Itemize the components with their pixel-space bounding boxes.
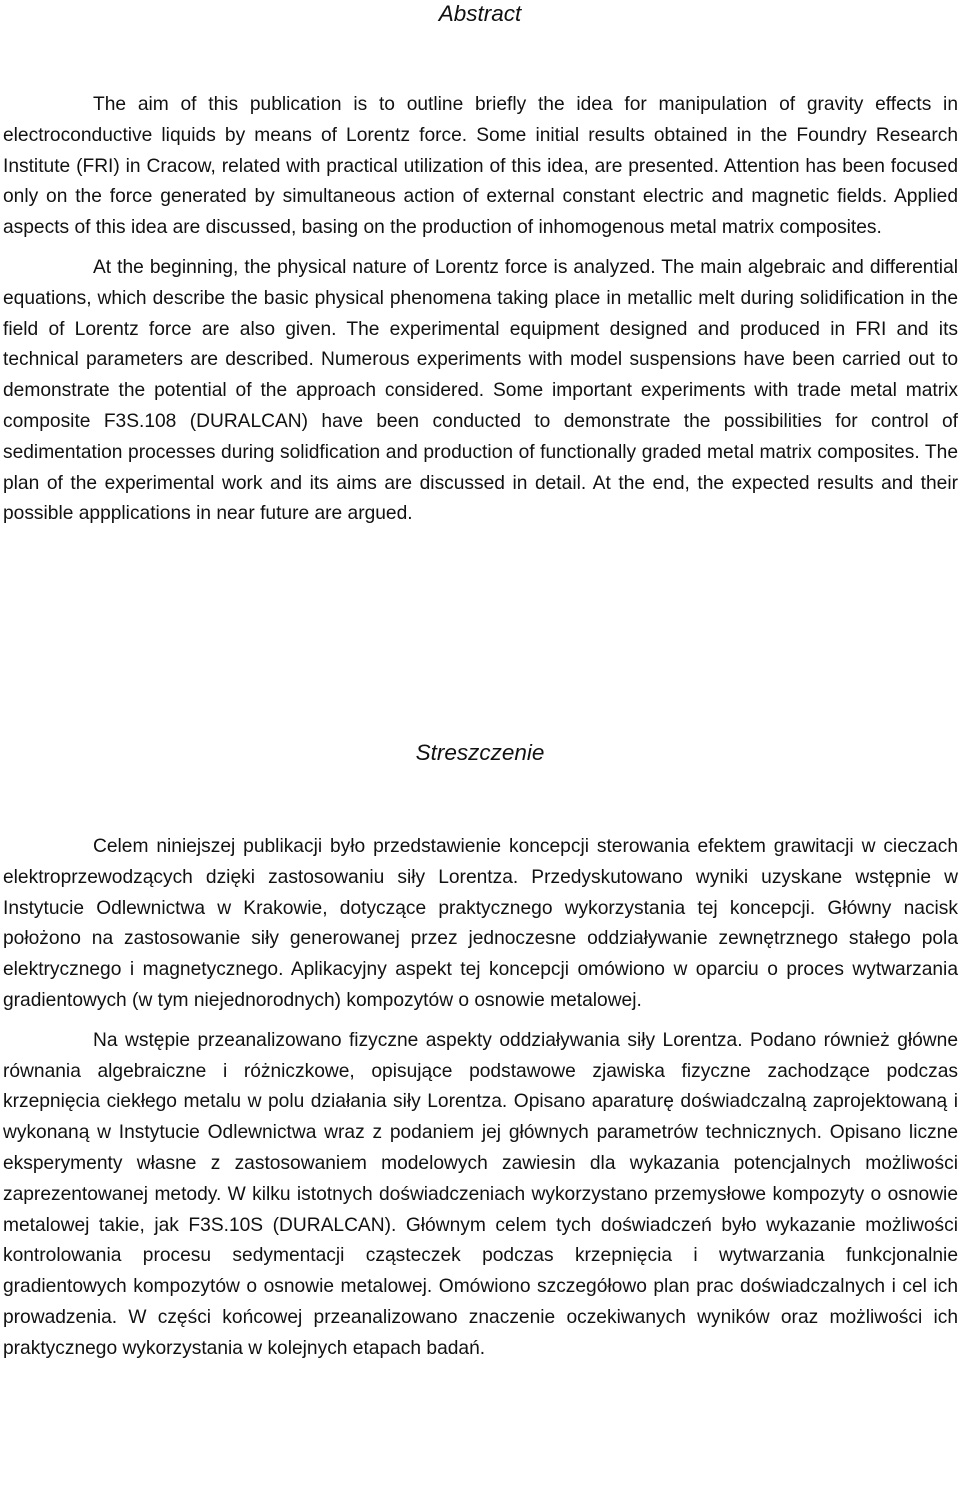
abstract-paragraph-2: At the beginning, the physical nature of Lorentz force is analyzed. The main algebraic and differential equations, which describe the basic physical phenomena taking place in metallic melt during solidification in the field of Lorentz force are also given. The experimental equipment designed and produced in FRI and its technical parameters are described. Numerous experiments with model suspensions have been carried out to demonstrate the potential of the approach considered. Some important experiments with trade metal matrix composite F3S.108 (DURALCAN) have been conducted to demonstrate the possibilities for control of sedimentation processes during solidfication and production of functionally graded metal matrix composites. The plan of the experimental work and its aims are discussed in detail. At the end, the expected results and their possible appplications in near future are argued. xyxy=(3,256,958,525)
streszczenie-paragraph-2: Na wstępie przeanalizowano fizyczne aspekty oddziaływania siły Lorentza. Podano również główne równania algebraiczne i różniczkowe, opisujące podstawowe zjawiska fizyczne zachodzące podczas krzepnięcia ciekłego metalu w polu działania siły Lorentza. Opisano aparaturę doświadczalną zaprojektowaną i wykonaną w Instytucie Odlewnictwa wraz z podaniem jej głównych parametrów technicznych. Opisano liczne eksperymenty własne z zastosowaniem modelowych zawiesin dla wykazania potencjalnych możliwości zaprezentowanej metody. W kilku istotnych doświadczeniach wykorzystano przemysłowe kompozyty o osnowie metalowej takie, jak F3S.10S (DURALCAN). Głównym celem tych doświadczeń było wykazanie możliwości kontrolowania procesu sedymentacji cząsteczek podczas krzepnięcia i wytwarzania funkcjonalnie gradientowych kompozytów o osnowie metalowej. Omówiono szczegółowo plan prac doświadczalnych i cel ich prowadzenia. W części końcowej przeanalizowano znaczenie oczekiwanych wyników oraz możliwości ich praktycznego wykorzystania w kolejnych etapach badań. xyxy=(3,1029,958,1359)
paragraph-spacer xyxy=(3,244,958,253)
abstract-paragraph-1: The aim of this publication is to outline briefly the idea for manipulation of gravity effects in electroconductive liquids by means of Lorentz force. Some initial results obtained in the Foundry Research Institute (FRI) in Cracow, related with practical utilization of this idea, are presented. Attention has been focused only on the force generated by simultaneous action of external constant electric and magnetic fields. Applied aspects of this idea are discussed, basing on the production of inhomogenous metal matrix composites. xyxy=(3,94,958,239)
streszczenie-title: Streszczenie xyxy=(415,740,545,765)
streszczenie-paragraph-1: Celem niniejszej publikacji było przedstawienie koncepcji sterowania efektem grawitacji w cieczach elektroprzewodzących dzięki zastosowaniu siły Lorentza. Przedyskutowano wyniki uzyskane wstępnie w Instytucie Odlewnictwa w Krakowie, dotyczące praktycznego wykorzystania tej koncepcji. Główny nacisk położono na zastosowanie siły generowanej przez jednoczesne oddziaływanie zewnętrznego stałego pola elektrycznego i magnetycznego. Aplikacyjny aspekt tej koncepcji omówiono w oparciu o proces wytwarzania gradientowych (w tym niejednorodnych) kompozytów o osnowie metalowej. xyxy=(3,836,958,1011)
streszczenie-section-header xyxy=(0,739,960,767)
paragraph-spacer xyxy=(3,1017,958,1026)
abstract-body xyxy=(3,90,958,530)
streszczenie-body xyxy=(3,832,958,1365)
abstract-title: Abstract xyxy=(438,1,522,26)
abstract-section-header xyxy=(0,0,960,28)
